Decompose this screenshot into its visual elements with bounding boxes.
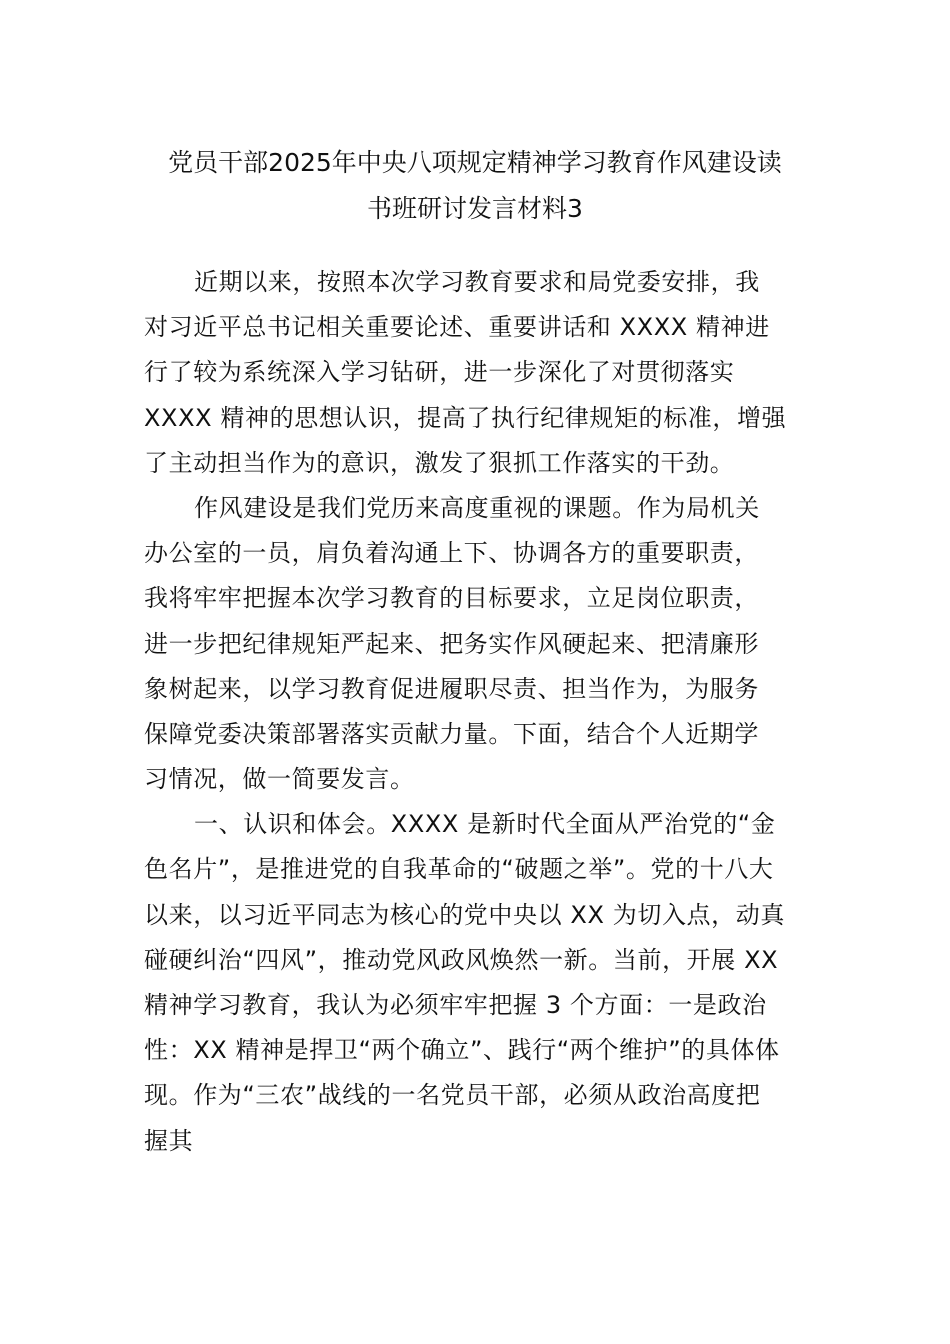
text-line: 进一步把纪律规矩严起来、把务实作风硬起来、把清廉形 bbox=[144, 629, 759, 658]
text-line: 对习近平总书记相关重要论述、重要讲话和 XXXX 精神进 bbox=[144, 313, 770, 342]
text-line: 作风建设是我们党历来高度重视的课题。作为局机关 bbox=[194, 493, 760, 522]
text-line: 碰硬纠治“四风”，推动党风政风焕然一新。当前，开展 XX bbox=[144, 945, 779, 974]
text-line: 习情况，做一简要发言。 bbox=[144, 765, 415, 794]
document-body bbox=[144, 260, 809, 1164]
document-title bbox=[120, 140, 830, 232]
text-line: 握其 bbox=[144, 1126, 194, 1155]
text-line: 精神学习教育，我认为必须牢牢把握 3 个方面：一是政治 bbox=[144, 991, 767, 1019]
text-line: XXXX 精神的思想认识，提高了执行纪律规矩的标准，增强 bbox=[144, 403, 787, 432]
text-line: 保障党委决策部署落实贡献力量。下面，结合个人近期学 bbox=[144, 719, 759, 748]
text-line: 现。作为“三农”战线的一名党员干部，必须从政治高度把 bbox=[144, 1081, 761, 1110]
text-line: 近期以来，按照本次学习教育要求和局党委安排，我 bbox=[194, 268, 760, 296]
text-line: 以来，以习近平同志为核心的党中央以 XX 为切入点，动真 bbox=[144, 900, 785, 929]
text-line: 我将牢牢把握本次学习教育的目标要求，立足岗位职责， bbox=[144, 584, 759, 613]
text-line: 一、认识和体会。XXXX 是新时代全面从严治党的“金 bbox=[194, 810, 776, 839]
text-line: 性：XX 精神是捍卫“两个确立”、践行“两个维护”的具体体 bbox=[144, 1036, 780, 1065]
title-line: 书班研讨发言材料3 bbox=[367, 194, 583, 223]
paragraph-work-style bbox=[144, 486, 809, 802]
text-line: 色名片”，是推进党的自我革命的“破题之举”。党的十八大 bbox=[144, 855, 774, 884]
text-line: 行了较为系统深入学习钻研，进一步深化了对贯彻落实 bbox=[144, 358, 735, 387]
paragraph-understanding bbox=[144, 802, 809, 1164]
paragraph-intro bbox=[144, 260, 809, 486]
text-line: 象树起来，以学习教育促进履职尽责、担当作为，为服务 bbox=[144, 674, 759, 703]
title-line: 党员干部2025年中央八项规定精神学习教育作风建设读 bbox=[168, 148, 782, 177]
text-line: 了主动担当作为的意识，激发了狠抓工作落实的干劲。 bbox=[144, 448, 735, 477]
text-line: 办公室的一员，肩负着沟通上下、协调各方的重要职责， bbox=[144, 539, 759, 568]
